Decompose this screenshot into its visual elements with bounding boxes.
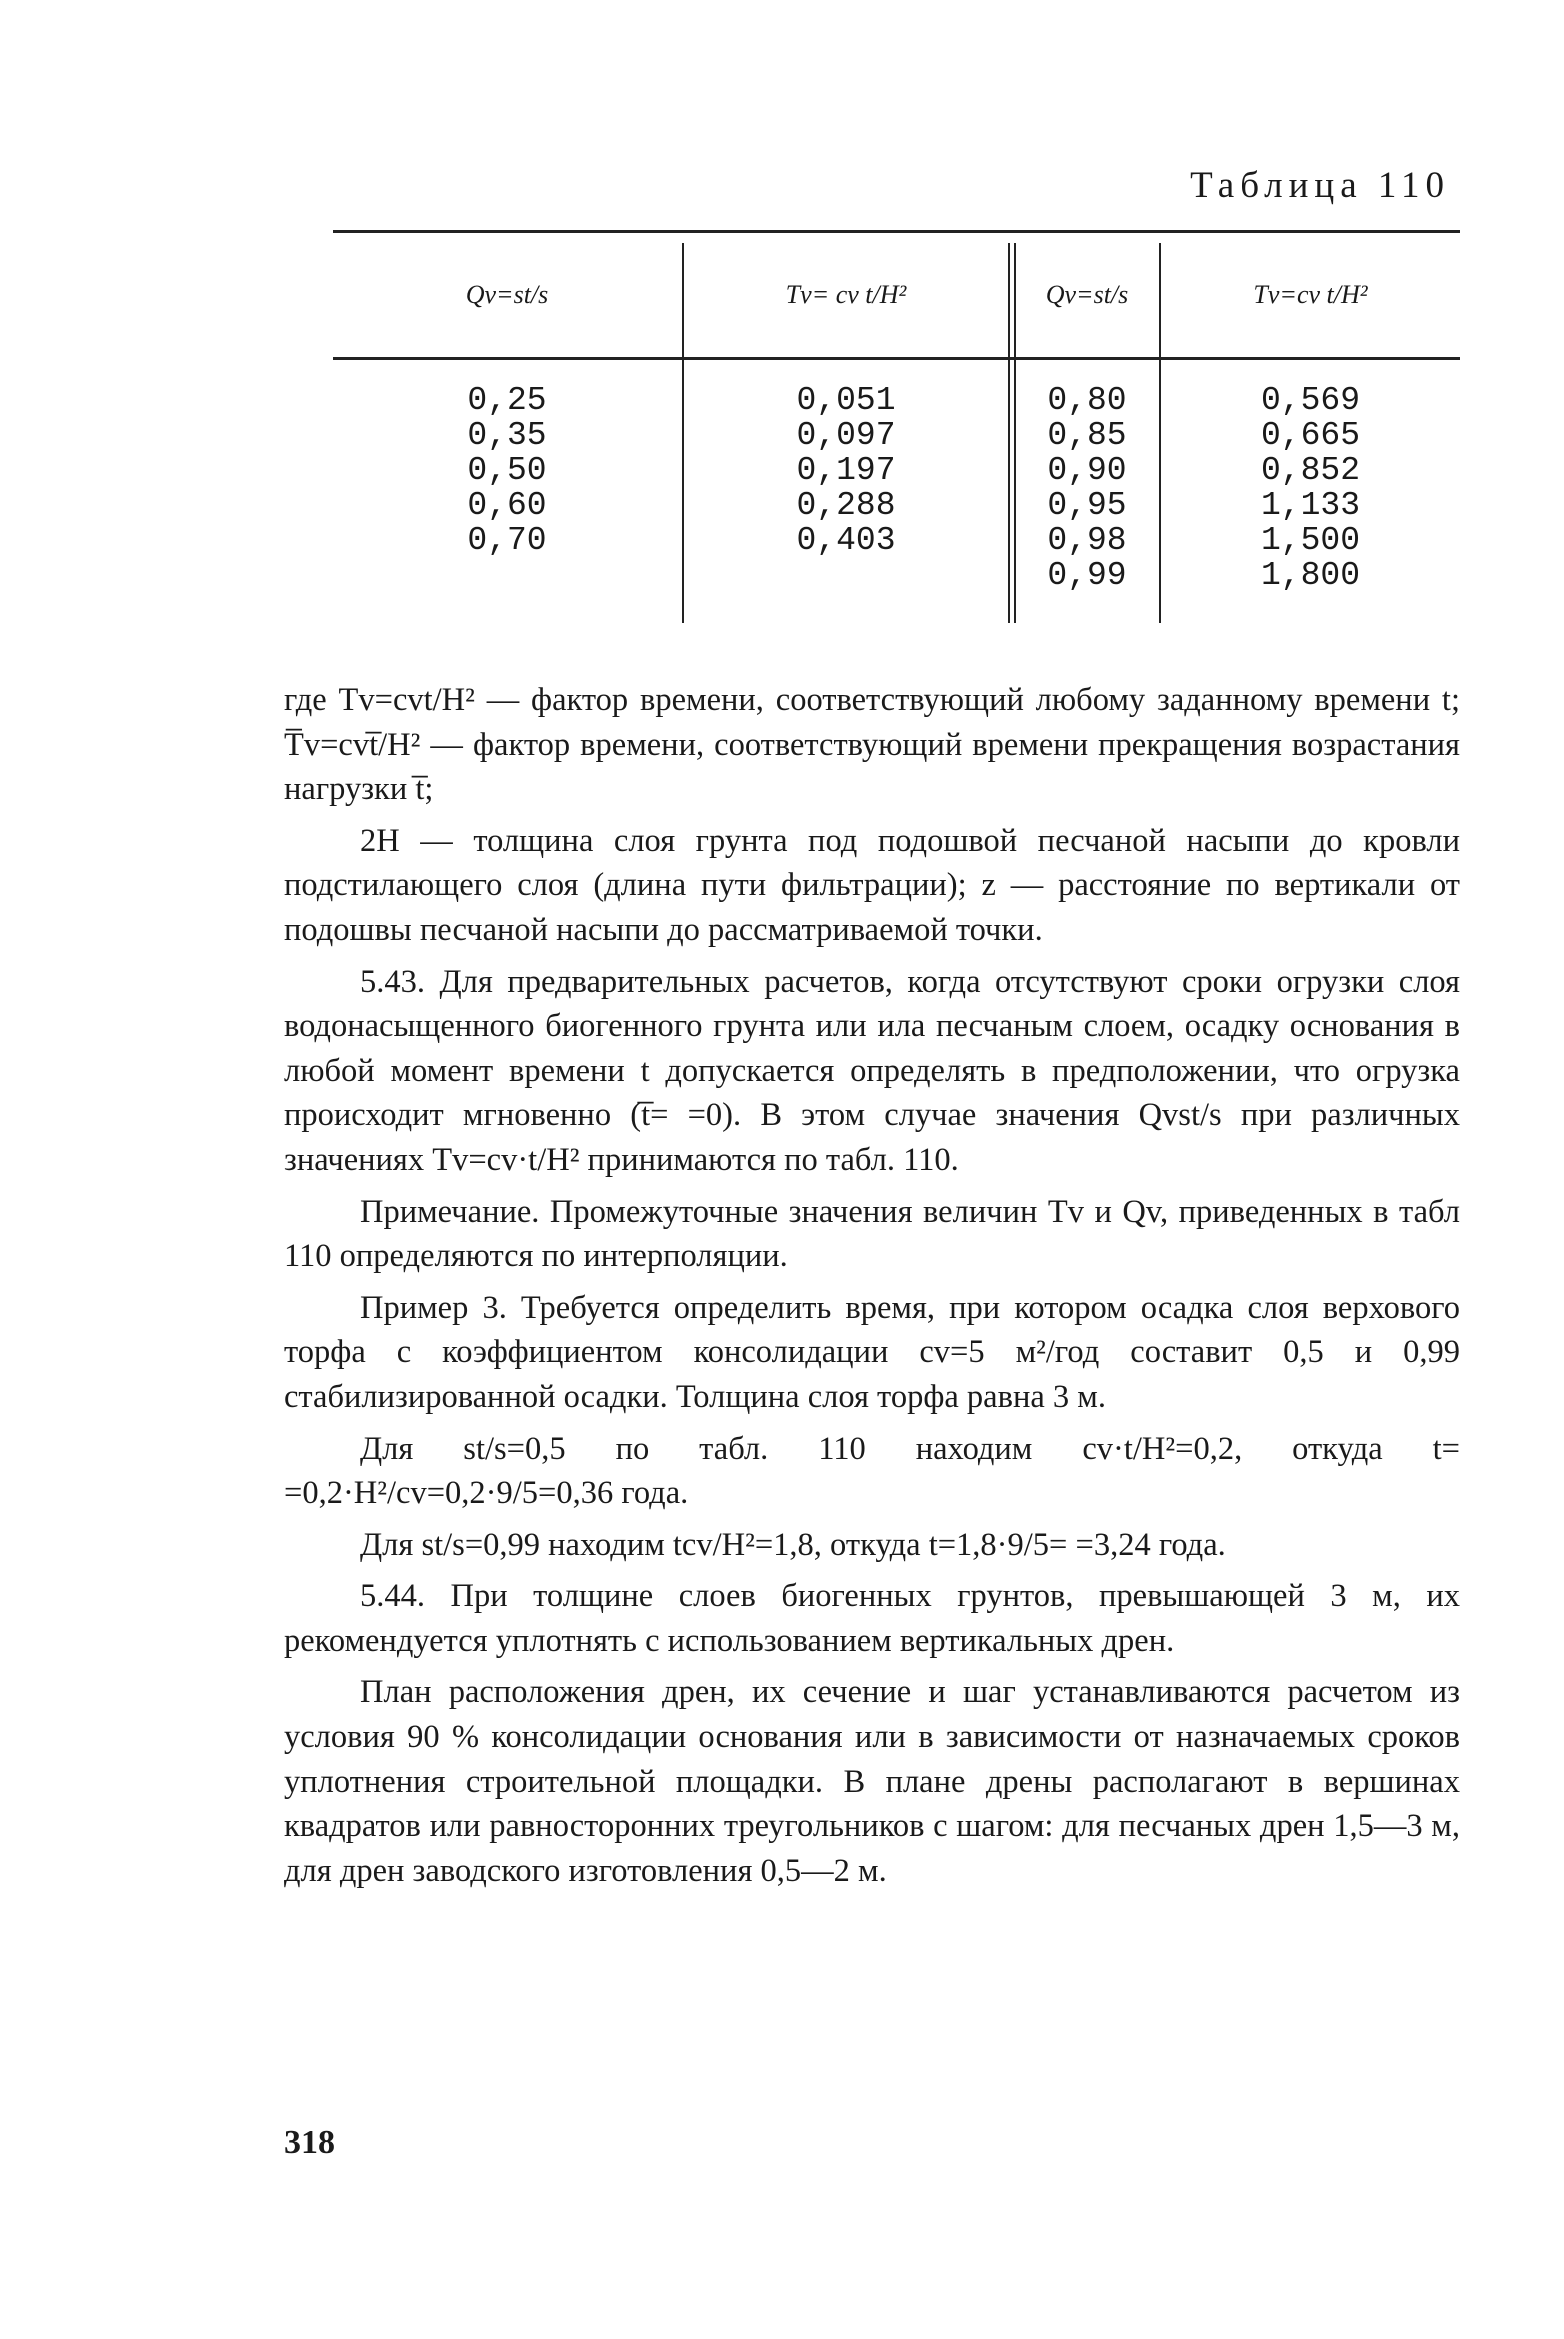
- header-qv-1: Qv=st/s: [465, 280, 549, 309]
- table-cell: 0,403: [796, 522, 896, 559]
- table-cell: 1,133: [1260, 487, 1361, 524]
- paragraph-2h-definition: 2H — толщина слоя грунта под подошвой песчаной насыпи до кровли подстилающего слоя (длина пути фильтрации); z — расстояние по вертикали от подошвы песчаной насыпи до рассматриваемой точки.: [284, 822, 1460, 948]
- paragraph-example-3: Пример 3. Требуется определить время, при котором осадка слоя верхового торфа с коэффициентом консолидации cv=5 м²/год составит 0,5 и 0,99 стабилизированной осадки. Толщина слоя торфа равна 3 м.: [284, 1289, 1460, 1415]
- table-cell: 0,85: [1047, 417, 1127, 454]
- table-caption: Таблица 110: [1190, 165, 1450, 206]
- table-cell: 0,50: [467, 452, 547, 489]
- table-cell: 0,051: [796, 382, 896, 419]
- page-number: 318: [284, 2124, 335, 2161]
- table-cell: 1,800: [1260, 557, 1361, 594]
- table-column-tv-2: [1161, 383, 1460, 593]
- paragraph-definitions: где Tv=cvt/H² — фактор времени, соответствующий любому заданному времени t; T̅v=cvt̅/H² — фактор времени, соответствующий времени прекращения возрастания нагрузки t̅;: [284, 682, 1460, 808]
- table-cell: 0,569: [1260, 382, 1361, 419]
- header-tv-2: Tv=cv t/H²: [1253, 280, 1368, 309]
- paragraph-drain-plan: План расположения дрен, их сечение и шаг устанавливаются расчетом из условия 90 % консолидации основания или в зависимости от назначаемых сроков уплотнения строительной площадки. В плане дрены располагают в вершинах квадратов или равносторонних треугольников с шагом: для песчаных дрен 1,5—3 м, для дрен заводского изготовления 0,5—2 м.: [284, 1674, 1460, 1889]
- table-header: [333, 233, 1460, 360]
- table-cell: 0,197: [796, 452, 896, 489]
- table-cell: 0,097: [796, 417, 896, 454]
- table-column-tv-1: [685, 383, 1007, 558]
- paragraph-calc-2: Для st/s=0,99 находим tcv/H²=1,8, откуда t=1,8·9/5= =3,24 года.: [360, 1526, 1226, 1563]
- table-cell: 0,25: [467, 382, 547, 419]
- paragraph-5-43: 5.43. Для предварительных расчетов, когда отсутствуют сроки огрузки слоя водонасыщенного биогенного грунта или ила песчаным слоем, осадку основания в любой момент времени t допускается определять в предположении, что огрузка происходит мгновенно (t̅= =0). В этом случае значения Qvst/s при различных значениях Tv=cv·t/H² принимаются по табл. 110.: [284, 963, 1460, 1178]
- table-cell: 0,288: [796, 487, 896, 524]
- column-divider-double: [1008, 243, 1016, 623]
- paragraph-5-44: 5.44. При толщине слоев биогенных грунтов, превышающей 3 м, их рекомендуется уплотнять с использованием вертикальных дрен.: [284, 1578, 1460, 1659]
- paragraph-calc-1: Для st/s=0,5 по табл. 110 находим cv·t/H²=0,2, откуда t= =0,2·H²/cv=0,2·9/5=0,36 года.: [284, 1430, 1460, 1512]
- table-cell: 1,500: [1260, 522, 1361, 559]
- table-cell: 0,99: [1047, 557, 1127, 594]
- table-cell: 0,665: [1260, 417, 1361, 454]
- table-cell: 0,80: [1047, 382, 1127, 419]
- table-cell: 0,852: [1260, 452, 1361, 489]
- header-qv-2: Qv=st/s: [1045, 280, 1129, 309]
- header-tv-1: Tv= cv t/H²: [785, 280, 907, 309]
- column-divider: [682, 243, 684, 623]
- table-cell: 0,95: [1047, 487, 1127, 524]
- paragraph-note: Примечание. Промежуточные значения величин Tv и Qv, приведенных в табл 110 определяются по интерполяции.: [284, 1193, 1460, 1275]
- table-cell: 0,70: [467, 522, 547, 559]
- body-text: [284, 678, 1460, 1900]
- table-cell: 0,60: [467, 487, 547, 524]
- table-cell: 0,98: [1047, 522, 1127, 559]
- table-cell: 0,35: [467, 417, 547, 454]
- consolidation-table: [333, 230, 1460, 623]
- table-column-qv-1: [333, 383, 681, 558]
- table-column-qv-2: [1017, 383, 1157, 593]
- table-cell: 0,90: [1047, 452, 1127, 489]
